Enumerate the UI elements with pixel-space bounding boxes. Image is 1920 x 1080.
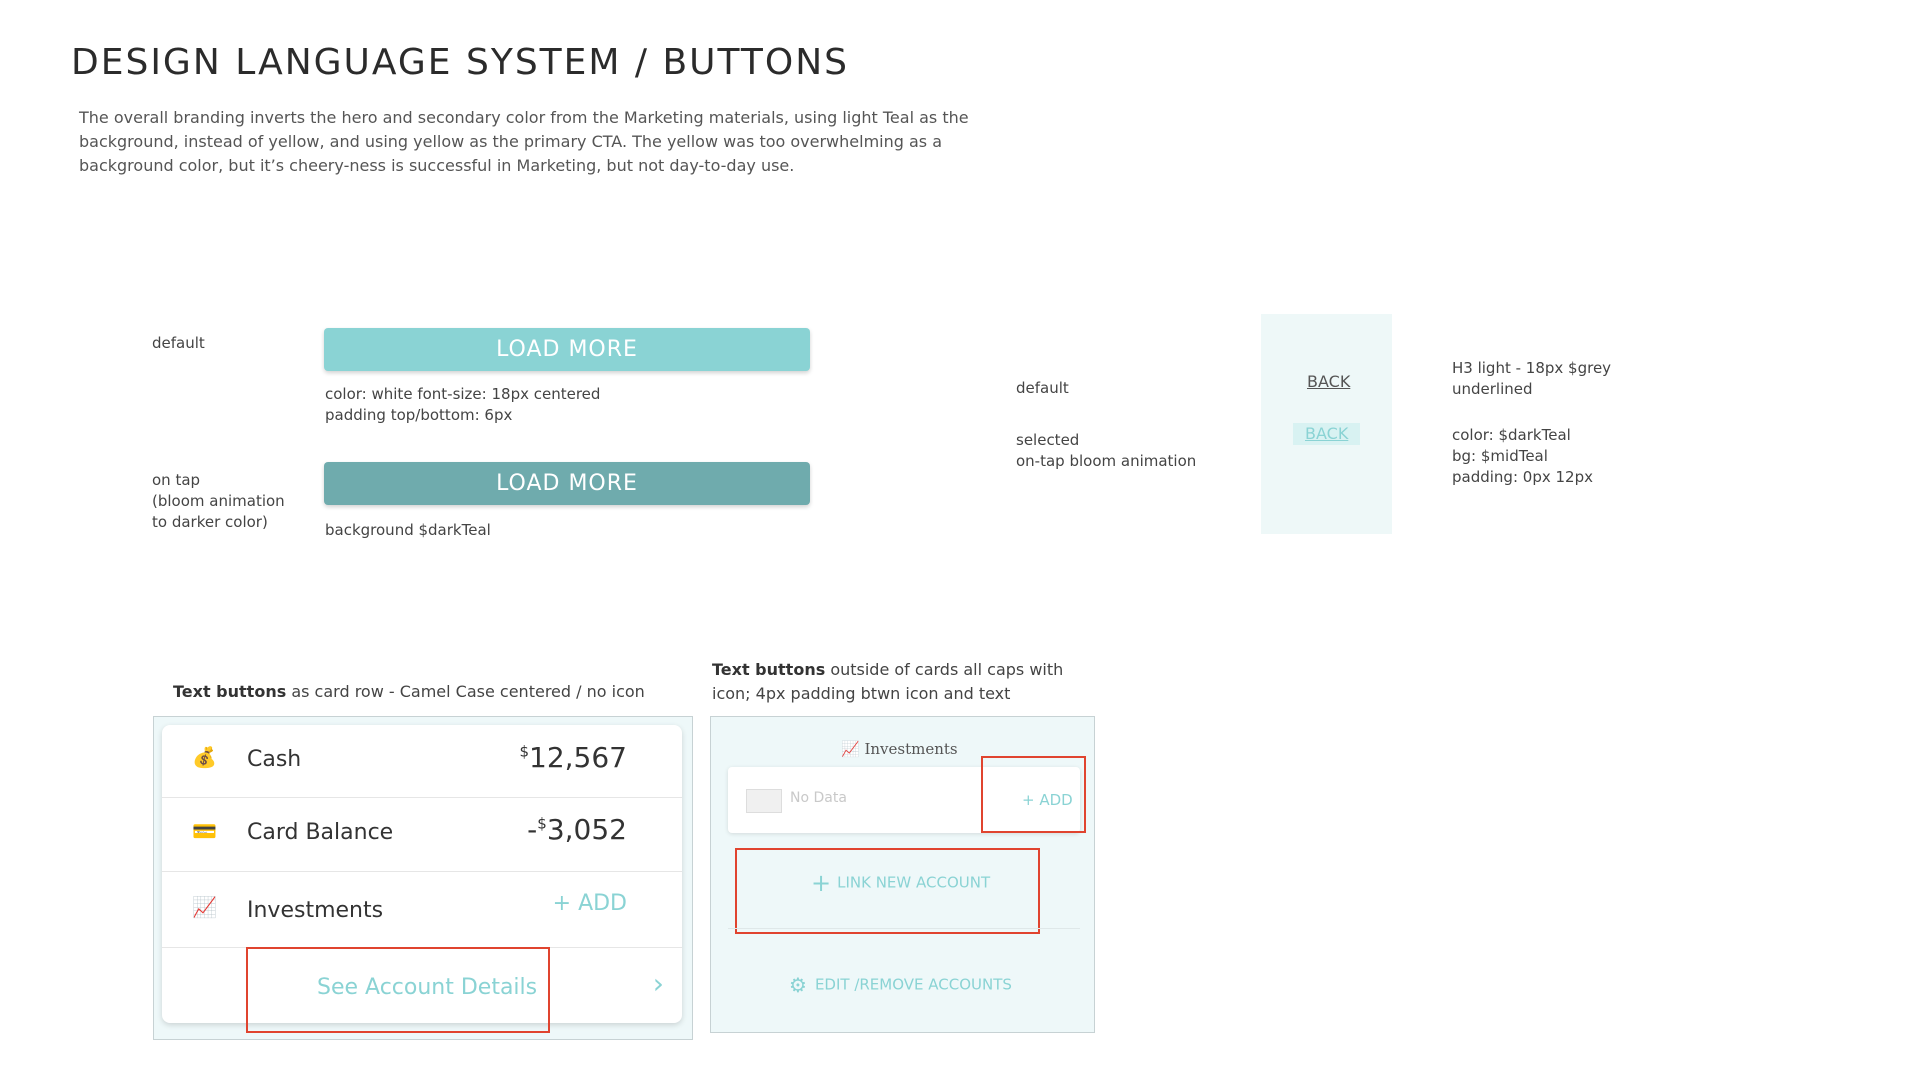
back-button-default[interactable]: BACK bbox=[1307, 372, 1351, 391]
account-row-card-balance[interactable] bbox=[162, 797, 682, 872]
plus-icon: + bbox=[811, 869, 832, 897]
back-button-selected[interactable]: BACK bbox=[1293, 423, 1360, 445]
no-data-text: No Data bbox=[790, 790, 847, 806]
highlight-box bbox=[735, 848, 1040, 934]
intro-paragraph: The overall branding inverts the hero and secondary color from the Marketing materials, using light Teal as the background, instead of yellow, and using yellow as the primary CTA. The yellow was too overwhelming as a background color, but it’s cheery-ness is successful in Marketing, but not day-to-day use. bbox=[79, 108, 969, 175]
page-title: DESIGN LANGUAGE SYSTEM / BUTTONS bbox=[71, 42, 849, 83]
link-new-account-button[interactable]: + LINK NEW ACCOUNT bbox=[811, 869, 991, 897]
account-amount: $12,567 bbox=[519, 741, 627, 774]
account-label: Cash bbox=[247, 747, 302, 772]
back-button-panel bbox=[1261, 314, 1392, 534]
add-investment-button[interactable]: + ADD bbox=[552, 891, 627, 916]
divider bbox=[728, 928, 1080, 929]
account-label: Card Balance bbox=[247, 820, 394, 845]
gear-icon: ⚙ bbox=[789, 973, 807, 997]
credit-card-icon: 💳 bbox=[192, 819, 217, 843]
chart-icon: 📈 bbox=[192, 895, 217, 919]
outside-cards-caption: Text buttons outside of cards all caps with icon; 4px padding btwn icon and text bbox=[712, 660, 1064, 703]
chart-icon: 📈 bbox=[841, 740, 860, 758]
account-row-investments bbox=[162, 871, 682, 948]
back-default-label: default bbox=[1016, 379, 1069, 397]
account-amount: -$3,052 bbox=[527, 813, 627, 846]
load-more-button-default[interactable]: LOAD MORE bbox=[324, 328, 810, 371]
load-more-default-note: color: white font-size: 18px centered padding top/bottom: 6px bbox=[325, 385, 601, 424]
account-row-cash[interactable] bbox=[162, 725, 682, 798]
money-bag-icon: 💰 bbox=[192, 745, 217, 769]
investments-header: 📈 Investments bbox=[841, 740, 958, 758]
back-selected-note: color: $darkTeal bg: $midTeal padding: 0px 12px bbox=[1452, 426, 1593, 486]
load-more-tap-label: on tap (bloom animation to darker color) bbox=[152, 471, 285, 531]
highlight-box bbox=[246, 947, 550, 1033]
card-row-caption: Text buttons as card row - Camel Case centered / no icon bbox=[173, 682, 645, 701]
account-label: Investments bbox=[247, 898, 384, 923]
see-account-details-button[interactable]: See Account Details bbox=[317, 975, 538, 1000]
card-row-example bbox=[153, 716, 693, 1040]
placeholder-box bbox=[746, 789, 782, 813]
load-more-button-tapped[interactable]: LOAD MORE bbox=[324, 462, 810, 505]
back-selected-label: selected on-tap bloom animation bbox=[1016, 431, 1197, 470]
chevron-right-icon: › bbox=[652, 967, 664, 1000]
load-more-tap-note: background $darkTeal bbox=[325, 521, 491, 539]
highlight-box bbox=[981, 756, 1086, 833]
outside-cards-example bbox=[710, 716, 1095, 1033]
add-button[interactable]: + ADD bbox=[1022, 791, 1073, 809]
back-default-note: H3 light - 18px $grey underlined bbox=[1452, 359, 1612, 398]
load-more-default-label: default bbox=[152, 334, 205, 352]
edit-remove-accounts-button[interactable]: ⚙ EDIT /REMOVE ACCOUNTS bbox=[789, 973, 1012, 997]
